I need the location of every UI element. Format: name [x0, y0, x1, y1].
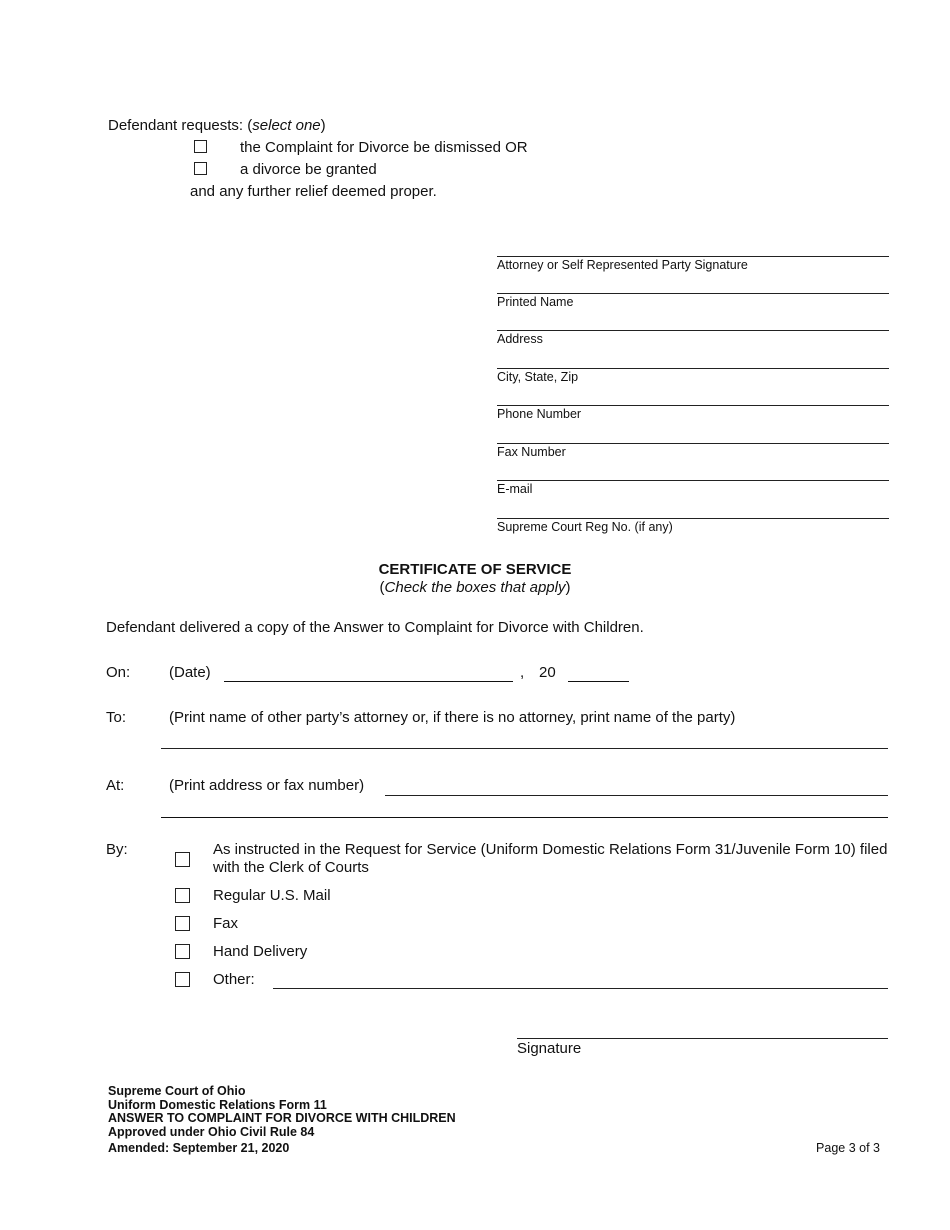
at-second-line[interactable]: [161, 817, 888, 818]
footer-court: Supreme Court of Ohio: [108, 1084, 246, 1098]
footer-form-number: Uniform Domestic Relations Form 11: [108, 1097, 327, 1112]
by-label: By:: [106, 841, 128, 858]
signature-line[interactable]: [497, 256, 889, 257]
court-reg-label: Supreme Court Reg No. (if any): [497, 520, 673, 534]
to-instruction: (Print name of other party’s attorney or, if there is no attorney, print name of the party): [169, 709, 736, 726]
city-state-zip-label: City, State, Zip: [497, 370, 579, 384]
request-heading: Defendant requests: (select one): [108, 117, 326, 134]
date-line[interactable]: [224, 681, 513, 682]
method-mail-checkbox[interactable]: [175, 888, 190, 903]
date-label: (Date): [169, 664, 211, 681]
on-label: On:: [106, 664, 131, 681]
address-label: Address: [497, 332, 543, 346]
certificate-intro: Defendant delivered a copy of the Answer to Complaint for Divorce with Children.: [106, 619, 644, 636]
method-fax-checkbox[interactable]: [175, 916, 190, 931]
at-label: At:: [106, 777, 125, 794]
to-line[interactable]: [161, 748, 888, 749]
printed-name-line[interactable]: [497, 293, 889, 294]
certificate-title: CERTIFICATE OF SERVICE: [378, 561, 572, 578]
address-line[interactable]: [497, 330, 889, 331]
service-signature-line[interactable]: [517, 1038, 888, 1039]
city-state-zip-line[interactable]: [497, 368, 889, 369]
printed-name-label: Printed Name: [497, 295, 574, 309]
footer-amended: Amended: September 21, 2020: [108, 1140, 290, 1155]
to-label: To:: [106, 709, 127, 726]
certificate-subtitle: (Check the boxes that apply): [379, 579, 571, 596]
date-comma: ,: [520, 664, 525, 681]
method-request-service-checkbox[interactable]: [175, 852, 190, 867]
method-mail-label: Regular U.S. Mail: [213, 887, 331, 904]
email-line[interactable]: [497, 480, 889, 481]
footer-approval: Approved under Ohio Civil Rule 84: [108, 1125, 315, 1140]
method-other-checkbox[interactable]: [175, 972, 190, 987]
year-prefix: 20: [539, 664, 556, 681]
further-relief-text: and any further relief deemed proper.: [190, 183, 437, 200]
phone-number-label: Phone Number: [497, 407, 582, 421]
request-dismiss-label: the Complaint for Divorce be dismissed OR: [240, 139, 528, 156]
fax-number-label: Fax Number: [497, 445, 566, 459]
footer-form-title: ANSWER TO COMPLAINT FOR DIVORCE WITH CHILDREN: [108, 1111, 456, 1126]
fax-number-line[interactable]: [497, 443, 889, 444]
method-hand-delivery-label: Hand Delivery: [213, 943, 308, 960]
page-number: Page 3 of 3: [816, 1141, 880, 1155]
method-request-service-label: As instructed in the Request for Service (Uniform Domestic Relations Form 31/Juvenile Form 10) filed with the Clerk of Courts: [213, 841, 888, 876]
service-signature-label: Signature: [517, 1040, 582, 1057]
year-line[interactable]: [568, 681, 629, 682]
request-dismiss-checkbox[interactable]: [194, 140, 207, 153]
signature-label: Attorney or Self Represented Party Signature: [497, 258, 748, 272]
at-line[interactable]: [385, 795, 888, 796]
at-instruction: (Print address or fax number): [169, 777, 365, 794]
court-reg-line[interactable]: [497, 518, 889, 519]
email-label: E-mail: [497, 482, 533, 496]
method-other-line[interactable]: [273, 988, 888, 989]
method-fax-label: Fax: [213, 915, 239, 932]
method-hand-delivery-checkbox[interactable]: [175, 944, 190, 959]
request-divorce-label: a divorce be granted: [240, 161, 377, 178]
phone-number-line[interactable]: [497, 405, 889, 406]
request-divorce-checkbox[interactable]: [194, 162, 207, 175]
method-other-label: Other:: [213, 971, 255, 988]
